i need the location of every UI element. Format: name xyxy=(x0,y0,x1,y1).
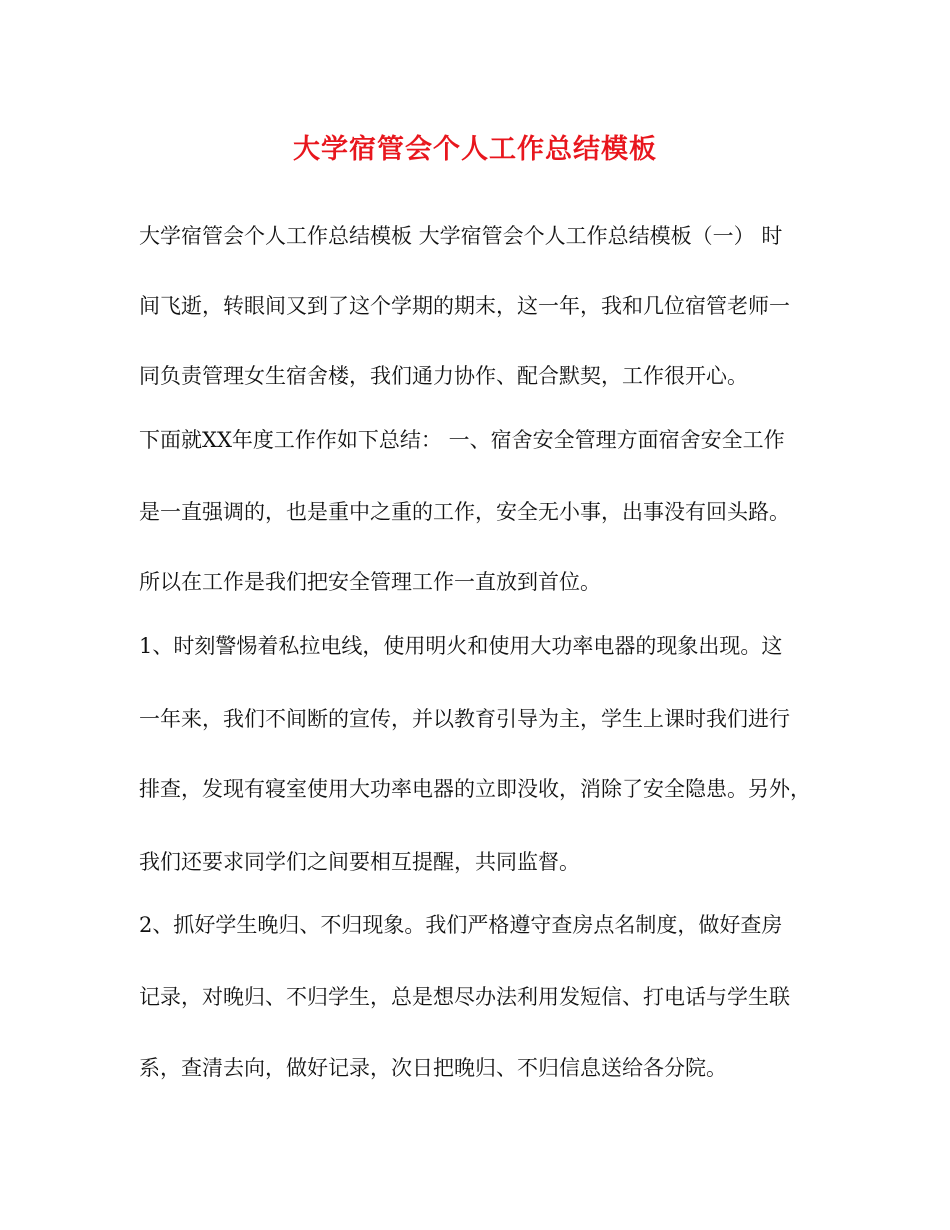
body-line: 大学宿管会个人工作总结模板 大学宿管会个人工作总结模板（一） 时 xyxy=(139,224,783,248)
body-line: 系，查清去向，做好记录，次日把晚归、不归信息送给各分院。 xyxy=(139,1056,727,1080)
body-line: 是一直强调的，也是重中之重的工作，安全无小事，出事没有回头路。 xyxy=(139,500,790,524)
body-line: 同负责管理女生宿舍楼，我们通力协作、配合默契，工作很开心。 xyxy=(139,364,748,388)
body-line: 所以在工作是我们把安全管理工作一直放到首位。 xyxy=(139,570,601,594)
body-line: 间飞逝，转眼间又到了这个学期的期末，这一年，我和几位宿管老师一 xyxy=(139,294,790,318)
body-line: 1、时刻警惕着私拉电线，使用明火和使用大功率电器的现象出现。这 xyxy=(139,634,783,658)
body-line: 一年来，我们不间断的宣传，并以教育引导为主，学生上课时我们进行 xyxy=(139,707,790,731)
document-title: 大学宿管会个人工作总结模板 xyxy=(293,134,657,165)
body-line: 下面就XX年度工作作如下总结： 一、宿舍安全管理方面宿舍安全工作 xyxy=(139,428,785,452)
body-line: 记录，对晚归、不归学生，总是想尽办法利用发短信、打电话与学生联 xyxy=(139,985,790,1009)
body-line: 2、抓好学生晚归、不归现象。我们严格遵守查房点名制度，做好查房 xyxy=(139,913,783,937)
body-line: 我们还要求同学们之间要相互提醒，共同监督。 xyxy=(139,850,580,874)
body-line: 排查，发现有寝室使用大功率电器的立即没收，消除了安全隐患。另外， xyxy=(139,777,811,801)
